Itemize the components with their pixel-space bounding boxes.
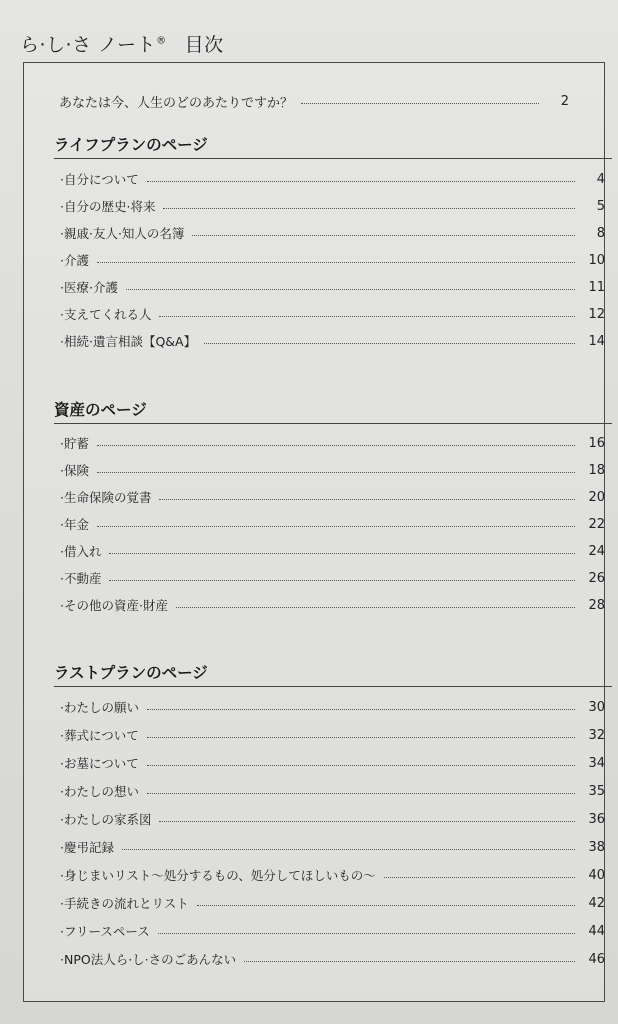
toc-page-number: 28 [588, 597, 605, 613]
leader-dots [192, 235, 575, 236]
toc-item-label: ·お墓について [60, 756, 139, 771]
toc-page-number: 46 [588, 951, 605, 967]
toc-row[interactable] [60, 196, 605, 216]
leader-dots [147, 737, 575, 738]
toc-item-label: ·葬式について [60, 728, 139, 743]
toc-page-number: 34 [588, 755, 605, 771]
toc-page-number: 42 [588, 895, 605, 911]
contents-heading: 目次 [184, 34, 224, 56]
toc-row[interactable] [60, 725, 605, 745]
leader-dots [147, 765, 575, 766]
leader-dots [109, 580, 575, 581]
leader-dots [97, 445, 575, 446]
toc-item-label: ·わたしの家系図 [60, 812, 152, 827]
toc-page-number: 10 [588, 252, 605, 268]
toc-row[interactable] [60, 541, 605, 561]
toc-item-label: ·支えてくれる人 [60, 307, 152, 322]
toc-row[interactable] [60, 433, 605, 453]
toc-page-number: 26 [588, 570, 605, 586]
toc-row[interactable] [60, 277, 605, 297]
toc-page-number: 4 [596, 171, 605, 187]
toc-row[interactable] [60, 514, 605, 534]
toc-item-label: ·身じまいリスト～処分するもの、処分してほしいもの～ [60, 868, 376, 883]
toc-page-number: 24 [588, 543, 605, 559]
leader-dots [147, 793, 575, 794]
toc-page-number: 44 [588, 923, 605, 939]
toc-item-label: ·自分について [60, 172, 139, 187]
toc-row[interactable] [60, 809, 605, 829]
leader-dots [147, 709, 575, 710]
leader-dots [97, 472, 575, 473]
toc-row[interactable] [60, 921, 605, 941]
toc-page-number: 2 [560, 93, 569, 109]
toc-row[interactable] [60, 250, 605, 270]
toc-item-label: ·保険 [60, 463, 89, 478]
section-heading-last-plan: ラストプランのページ [54, 661, 612, 687]
toc-row[interactable] [60, 331, 605, 351]
leader-dots [97, 526, 575, 527]
leader-dots [384, 877, 575, 878]
toc-page-number: 22 [588, 516, 605, 532]
toc-row[interactable] [60, 697, 605, 717]
toc-page-number: 5 [596, 198, 605, 214]
toc-row[interactable] [60, 223, 605, 243]
toc-item-label: ·わたしの想い [60, 784, 139, 799]
toc-item-label: ·慶弔記録 [60, 840, 114, 855]
toc-item-label: ·自分の歴史·将来 [60, 199, 156, 214]
notebook-name: ら·し·さ ノート [20, 34, 157, 56]
document-title [20, 30, 224, 57]
toc-item-label: ·医療·介護 [60, 280, 118, 295]
toc-row[interactable] [60, 865, 605, 885]
toc-page-number: 18 [588, 462, 605, 478]
toc-item-label: ·生命保険の覚書 [60, 490, 152, 505]
leader-dots [204, 343, 575, 344]
toc-item-label: ·手続きの流れとリスト [60, 896, 189, 911]
leader-dots [147, 181, 575, 182]
toc-row[interactable] [60, 837, 605, 857]
toc-page-number: 14 [588, 333, 605, 349]
toc-item-label: ·その他の資産·財産 [60, 598, 168, 613]
leader-dots [126, 289, 575, 290]
toc-item-label: ·わたしの願い [60, 700, 139, 715]
toc-row[interactable] [60, 487, 605, 507]
toc-row[interactable] [60, 595, 605, 615]
toc-row[interactable] [60, 949, 605, 969]
toc-page-number: 40 [588, 867, 605, 883]
toc-page-number: 20 [588, 489, 605, 505]
toc-item-label: ·借入れ [60, 544, 102, 559]
toc-page-number: 11 [588, 279, 605, 295]
toc-row[interactable] [60, 460, 605, 480]
toc-item-label: ·フリースペース [60, 924, 150, 939]
contents-frame [23, 62, 605, 1002]
leader-dots [109, 553, 575, 554]
toc-page-number: 35 [588, 783, 605, 799]
toc-page-number: 32 [588, 727, 605, 743]
toc-item-label: ·貯蓄 [60, 436, 89, 451]
toc-page-number: 30 [588, 699, 605, 715]
toc-page-number: 8 [596, 225, 605, 241]
toc-page-number: 12 [588, 306, 605, 322]
toc-intro-row[interactable] [59, 91, 569, 111]
toc-item-label: ·介護 [60, 253, 89, 268]
leader-dots [159, 499, 575, 500]
toc-row[interactable] [60, 893, 605, 913]
toc-page-number: 36 [588, 811, 605, 827]
toc-row[interactable] [60, 753, 605, 773]
toc-row[interactable] [60, 568, 605, 588]
toc-page-number: 38 [588, 839, 605, 855]
toc-row[interactable] [60, 781, 605, 801]
toc-item-label: ·年金 [60, 517, 89, 532]
toc-item-label: ·親戚·友人·知人の名簿 [60, 226, 185, 241]
section-heading-assets: 資産のページ [54, 398, 612, 424]
leader-dots [159, 316, 575, 317]
leader-dots [244, 961, 575, 962]
leader-dots [97, 262, 575, 263]
toc-item-label: あなたは今、人生のどのあたりですか？ [59, 95, 294, 111]
leader-dots [197, 905, 575, 906]
leader-dots [301, 103, 539, 104]
leader-dots [163, 208, 575, 209]
toc-item-label: ·不動産 [60, 571, 102, 586]
section-heading-life-plan: ライフプランのページ [54, 133, 612, 159]
toc-page-number: 16 [588, 435, 605, 451]
toc-item-label: ·NPO法人ら·し·さのごあんない [60, 952, 237, 967]
toc-item-label: ·相続·遺言相談【Q&A】 [60, 334, 197, 349]
leader-dots [159, 821, 575, 822]
leader-dots [158, 933, 575, 934]
registered-mark: ® [156, 35, 167, 47]
leader-dots [176, 607, 575, 608]
toc-row[interactable] [60, 304, 605, 324]
toc-row[interactable] [60, 169, 605, 189]
leader-dots [122, 849, 575, 850]
